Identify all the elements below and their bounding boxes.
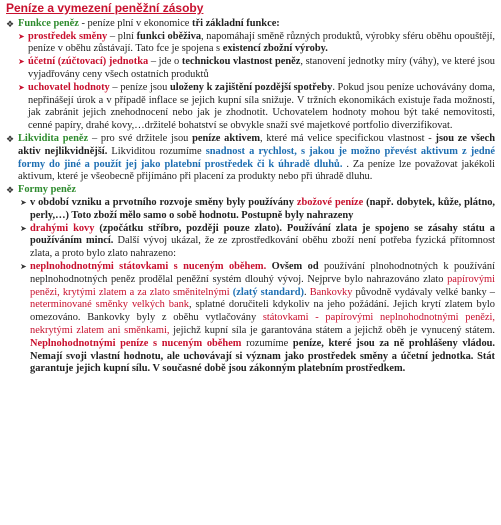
funkce-item-3: ➤ uchovatel hodnoty – peníze jsou uloženy k zajištění pozdější spotřeby. Pokud jsou peníze uchovávány doma, nepřinášejí úrok a v případě inflace se jejich kupní síla snižuje. V tržních ekonomikách existuje řada možností, jak zabránit jejich znehodnocení nebo jak je zhodnotit. Uchovatelem hodnoty mohou být také nemovitosti, cenné papíry, drahé kovy,…držitelé bohatství se obvykle snaží své majetkové portfolio diverzifikovat. — [18, 81, 495, 132]
section-likvidita: ❖ Likvidita peněz – pro své držitele jsou peníze aktivem, které má velice specifickou vlastnost - jsou ze všech aktiv nejlikvidnější. Likviditou rozumíme snadnost a rychlost, s jakou je možno převést aktivum z jedné formy do jiné a použít jej jako platební prostředek či k úhradě dluhů. . Za peníze lze považovat jakékoli aktivum, které je všeobecně přijímáno při placení za produkty nebo při úhradě dluhu. — [6, 132, 495, 183]
arrow-bullet-icon: ➤ — [20, 223, 27, 233]
diamond-bullet-icon: ❖ — [6, 185, 15, 196]
arrow-bullet-icon: ➤ — [18, 31, 25, 41]
formy-item-1: ➤ v období vzniku a prvotního rozvoje směny byly používány zbožové peníze (např. dobytek, kůže, plátno, perly,…) Toto zboží mělo samo o sobě hodnotu. Postupně byly nahrazeny — [20, 196, 496, 221]
page-title: Peníze a vymezení peněžní zásoby — [6, 1, 204, 15]
section-funkce: ❖ Funkce peněz - peníze plní v ekonomice tři základní funkce: — [6, 17, 280, 29]
arrow-bullet-icon: ➤ — [20, 197, 27, 207]
formy-item-3: ➤ neplnohodnotnými státovkami s nuceným oběhem. Ovšem od používání plnohodnotných k používání neplnohodnotných peněz prodělal peněžní systém dlouhý vývoj. Nejprve bylo nahrazováno zlato papírovými penězi, krytými zlatem a za zlato směnitelnými (zlatý standard). Bankovky původně vydávaly velké banky – neterminované směnky velkých bank, splatné doručiteli kdykoliv na jeho požádání. Jejich krytí zlatem bylo omezováno. Bankovky byly z oběhu vytlačovány státovkami - papírovými neplnohodnotnými penězi, nekrytými zlatem ani směnkami, jejichž kupní síla je garantována státem a jejichž oběh je vynucený státem. Neplnohodnotnými peníze s nuceným oběhem rozumíme peníze, které jsou za ně prohlášeny vládou. Nemají svoji vlastní hodnotu, ale uchovávají si význam jako prostředek směny a účetní jednotka. Stát garantuje jejich kupní sílu. V současné době jsou zákonným platebním prostředkem. — [20, 260, 496, 375]
diamond-bullet-icon: ❖ — [6, 18, 15, 29]
arrow-bullet-icon: ➤ — [18, 57, 25, 67]
funkce-item-2: ➤ účetní (zúčtovací) jednotka – jde o technickou vlastnost peněz, stanovení jednotky míry (váhy), ve které jsou vyjadřovány ceny všech ostatních produktů — [18, 56, 495, 80]
formy-item-2: ➤ drahými kovy (zpočátku stříbro, později pouze zlato). Používání zlata je spojeno se zásahy státu a používáním mincí. Další vývoj ukázal, že ze zprostředkování oběhu zboží není potřeba fyzická přítomnost zlata, a proto bylo zlato nahrazeno: — [20, 222, 495, 260]
funkce-item-1: ➤ prostředek směny – plní funkci oběživa, napomáhají směně různých produktů, výrobky sféru oběhu opouštějí, peníze v oběhu zůstávají. Tato fce je spojena s existencí zbožní výroby. — [18, 30, 495, 55]
arrow-bullet-icon: ➤ — [18, 82, 25, 92]
section-formy — [6, 184, 495, 197]
section-heading: Formy peněz — [18, 184, 76, 196]
section-heading: Funkce peněz — [18, 17, 79, 29]
arrow-bullet-icon: ➤ — [20, 261, 27, 271]
diamond-bullet-icon: ❖ — [6, 133, 15, 144]
section-heading: Likvidita peněz — [18, 132, 89, 144]
